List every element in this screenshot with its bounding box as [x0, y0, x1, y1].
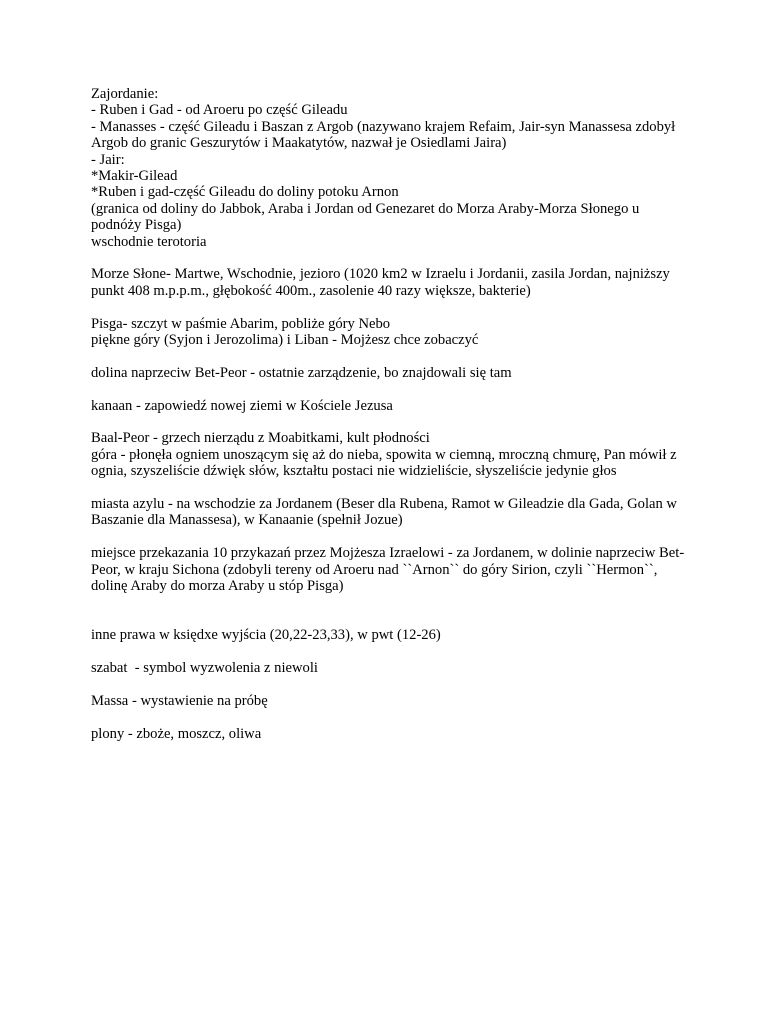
paragraph-morze: Morze Słone- Martwe, Wschodnie, jezioro (1020 km2 w Izraelu i Jordanii, zasila Jordan, najniższy punkt 408 m.p.p.m., głębokość 400m., zasolenie 40 razy większe, bakterie): [91, 266, 670, 299]
paragraph-gap: [91, 480, 691, 496]
text-line: - Jair:: [91, 151, 125, 168]
text-line: wschodnie terotoria: [91, 233, 207, 250]
paragraph-inne: inne prawa w księdxe wyjścia (20,22-23,33), w pwt (12-26): [91, 627, 441, 644]
paragraph-kanaan: kanaan - zapowiedź nowej ziemi w Kościele Jezusa: [91, 397, 393, 414]
paragraph-gap: [91, 594, 691, 627]
text-line: góra - płonęła ogniem unoszącym się aż do nieba, spowita w ciemną, mroczną chmurę, Pan mówił z ognia, szyszeliście dźwięk słów, kształtu postaci nie widzieliście, słyszeliście jedynie głos: [91, 446, 677, 480]
text-line: piękne góry (Syjon i Jerozolima) i Liban - Mojżesz chce zobaczyć: [91, 332, 479, 349]
paragraph-miejsce: miejsce przekazania 10 przykazań przez Mojżesza Izraelowi - za Jordanem, w dolinie naprzeciw Bet-Peor, w kraju Sichona (zdobyli tereny od Aroeru nad ``Arnon`` do góry Sirion, czyli ``Hermon``, dolinę Araby do morza Araby u stóp Pisga): [91, 545, 685, 595]
paragraph-gap: [91, 414, 691, 430]
paragraph-gap: [91, 529, 691, 545]
paragraph-gap: [91, 348, 691, 364]
paragraph-gap: [91, 676, 691, 692]
text-line: *Makir-Gilead: [91, 168, 178, 185]
text-line: Pisga- szczyt w paśmie Abarim, pobliże góry Nebo: [91, 315, 391, 332]
text-line: - Ruben i Gad - od Aroeru po część Gileadu: [91, 102, 348, 119]
paragraph-gap: [91, 381, 691, 397]
document-body: [91, 86, 691, 742]
text-line: *Ruben i gad-część Gileadu do doliny potoku Arnon: [91, 184, 399, 201]
paragraph-dolina: dolina naprzeciw Bet-Peor - ostatnie zarządzenie, bo znajdowali się tam: [91, 364, 512, 381]
paragraph-gap: [91, 644, 691, 660]
paragraph-szabat: szabat - symbol wyzwolenia z niewoli: [91, 660, 318, 677]
heading-zajordanie: Zajordanie:: [91, 86, 159, 102]
paragraph-plony: plony - zboże, moszcz, oliwa: [91, 725, 262, 742]
paragraph-gap: [91, 250, 691, 266]
text-line: Baal-Peor - grzech nierządu z Moabitkami, kult płodności: [91, 430, 430, 447]
paragraph-gap: [91, 299, 691, 315]
paragraph-gap: [91, 709, 691, 725]
paragraph-miasta: miasta azylu - na wschodzie za Jordanem (Beser dla Rubena, Ramot w Gileadzie dla Gada, Golan w Baszanie dla Manassesa), w Kanaanie (spełnił Jozue): [91, 496, 677, 529]
text-line: - Manasses - część Gileadu i Baszan z Argob (nazywano krajem Refaim, Jair-syn Manassesa zdobył Argob do granic Geszurytów i Maakatytów, nazwał je Osiedlami Jaira): [91, 118, 676, 152]
paragraph-massa: Massa - wystawienie na próbę: [91, 692, 268, 709]
text-line: (granica od doliny do Jabbok, Araba i Jordan od Genezaret do Morza Araby-Morza Słonego u podnóży Pisga): [91, 200, 640, 234]
